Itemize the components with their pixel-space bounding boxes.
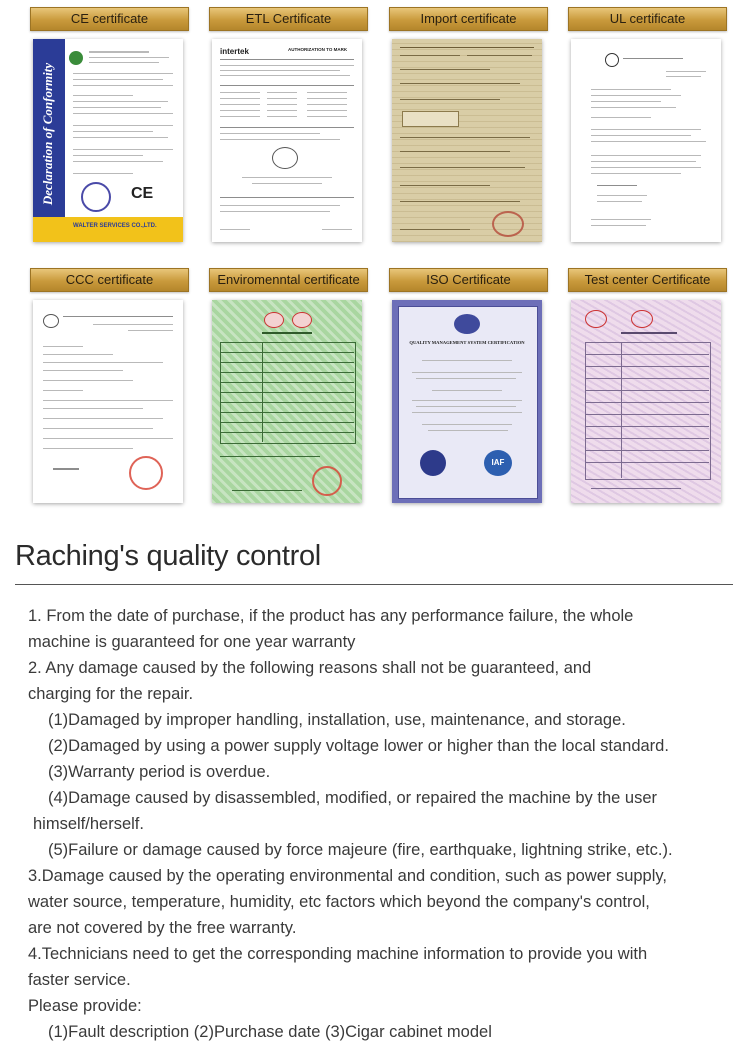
- ccc-logo-icon: [43, 314, 59, 328]
- text-line: (4)Damage caused by disassembled, modified, or repaired the machine by the user: [48, 789, 657, 807]
- certificate-grid: [0, 0, 750, 530]
- text-line: 2. Any damage caused by the following reasons shall not be guaranteed, and: [28, 659, 592, 677]
- ce-mark: CE: [131, 185, 154, 202]
- text-line: faster service.: [28, 971, 131, 989]
- section-title: Raching's quality control: [15, 540, 321, 572]
- etl-mark-icon: [272, 147, 298, 169]
- cert-import-document: [392, 39, 542, 242]
- iso-title: QUALITY MANAGEMENT SYSTEM CERTIFICATION: [409, 340, 525, 345]
- text-line: Please provide:: [28, 997, 142, 1015]
- cert-label: ISO Certificate: [389, 268, 548, 292]
- text-line: 4.Technicians need to get the corresponding machine information to provide you with: [28, 945, 648, 963]
- accreditation-icon: [420, 450, 446, 476]
- ul-logo-icon: [605, 53, 619, 67]
- cert-label: CE certificate: [30, 7, 189, 31]
- vertical-title: Declaration of Conformity: [40, 62, 55, 206]
- text-line: water source, temperature, humidity, etc factors which beyond the company's control,: [28, 893, 650, 911]
- logo-icon: [69, 51, 83, 65]
- stamp-icon: [492, 211, 524, 237]
- red-seal-icon: [312, 466, 342, 496]
- footer-text: WALTER SERVICES CO.,LTD.: [73, 223, 157, 229]
- text-line: (2)Damaged by using a power supply voltage lower or higher than the local standard.: [48, 737, 669, 755]
- cert-label: Import certificate: [389, 7, 548, 31]
- data-table: [585, 342, 711, 480]
- text-line: 3.Damage caused by the operating environmental and condition, such as power supply,: [28, 867, 668, 885]
- text-line: 1. From the date of purchase, if the product has any performance failure, the whole: [28, 607, 634, 625]
- red-seal-icon: [264, 312, 284, 328]
- text-line: (3)Warranty period is overdue.: [48, 763, 271, 781]
- quality-control-text: [28, 603, 738, 1045]
- text-line: (1)Fault description (2)Purchase date (3)Cigar cabinet model: [48, 1023, 492, 1041]
- data-table: [220, 342, 356, 444]
- cert-ul-document: [571, 39, 721, 242]
- cert-etl-document: [212, 39, 362, 242]
- cert-label: CCC certificate: [30, 268, 189, 292]
- text-line: (5)Failure or damage caused by force majeure (fire, earthquake, lightning strike, etc.).: [48, 841, 673, 859]
- cert-label: Test center Certificate: [568, 268, 727, 292]
- text-line: himself/herself.: [33, 815, 144, 833]
- seal-icon: [81, 182, 111, 212]
- text-line: machine is guaranteed for one year warranty: [28, 633, 356, 651]
- intertek-logo: intertek: [220, 47, 249, 56]
- text-line: are not covered by the free warranty.: [28, 919, 297, 937]
- red-seal-icon: [292, 312, 312, 328]
- text-line: (1)Damaged by improper handling, installation, use, maintenance, and storage.: [48, 711, 626, 729]
- cert-label: UL certificate: [568, 7, 727, 31]
- cert-iso-document: [392, 300, 542, 503]
- cert-label: Enviromenntal certificate: [209, 268, 368, 292]
- title-divider: [15, 584, 733, 585]
- cert-ccc-document: [33, 300, 183, 503]
- red-seal-icon: [631, 310, 653, 328]
- logo-icon: [454, 314, 480, 334]
- cert-env-document: [212, 300, 362, 503]
- iaf-badge: IAF: [484, 450, 512, 476]
- cert-test-document: [571, 300, 721, 503]
- cert-ce-document: [33, 39, 183, 242]
- doc-title: AUTHORIZATION TO MARK: [288, 47, 348, 52]
- red-seal-icon: [129, 456, 163, 490]
- text-line: charging for the repair.: [28, 685, 194, 703]
- red-seal-icon: [585, 310, 607, 328]
- cert-label: ETL Certificate: [209, 7, 368, 31]
